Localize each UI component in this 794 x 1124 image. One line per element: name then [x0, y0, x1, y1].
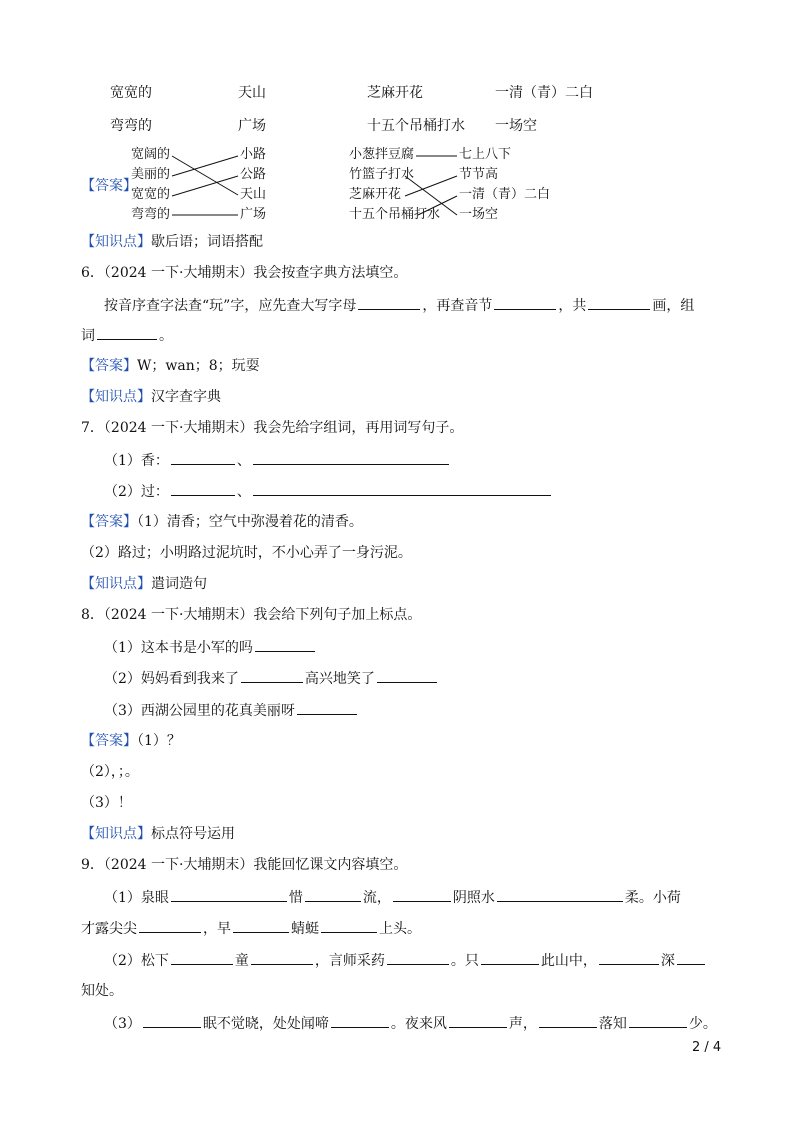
q9-text: 流， — [362, 890, 391, 906]
q7-part2-label: （2）过： — [104, 484, 169, 500]
match-left-b-4: 十五个吊桶打水 — [349, 207, 441, 222]
match-line-a3 — [172, 176, 238, 196]
answer-tag-5: 【答案】 — [81, 178, 137, 194]
q6-answer-text: W；wan；8；玩耍 — [137, 358, 260, 374]
q9-blank[interactable] — [599, 950, 659, 965]
knowledge-tag: 【知识点】 — [81, 234, 151, 250]
q9-blank[interactable] — [481, 950, 539, 965]
q6-text-c: ，共 — [558, 298, 587, 314]
q9-blank[interactable] — [331, 1013, 389, 1028]
match-left-b-2: 竹篮子打水 — [349, 167, 415, 182]
q9-text: 蜻蜓 — [291, 921, 319, 937]
q9-text: 。只 — [450, 953, 479, 969]
q8-answer3: （3）！ — [81, 795, 132, 811]
q6-text-f: 。 — [159, 328, 173, 344]
q8-blank1[interactable] — [255, 637, 315, 652]
q9-blank[interactable] — [171, 950, 233, 965]
q7-part1-label: （1）香： — [104, 453, 169, 469]
q6-heading: 6．（2024 一下·大埔期末）我会按查字典方法填空。 — [81, 265, 408, 281]
q9-blank[interactable] — [321, 918, 377, 933]
q8-knowledge-text: 标点符号运用 — [151, 826, 235, 842]
word-r1c1: 宽宽的 — [110, 85, 152, 101]
knowledge-text: 歇后语；词语搭配 — [151, 234, 263, 250]
word-r2c4: 一场空 — [495, 118, 537, 134]
match-right-a-3: 天山 — [240, 187, 267, 202]
q6-answer — [81, 356, 260, 376]
q9-blank[interactable] — [629, 1013, 687, 1028]
q6-text-d: 画，组 — [652, 298, 695, 314]
q6-line2 — [81, 325, 173, 346]
q7-sep2: 、 — [236, 484, 251, 500]
q6-knowledge — [81, 387, 221, 407]
q9-heading: 9．（2024 一下·大埔期末）我能回忆课文内容填空。 — [81, 857, 408, 873]
q7-part1 — [104, 450, 451, 471]
q9-blank[interactable] — [449, 1013, 507, 1028]
match-left-a-4: 弯弯的 — [131, 207, 171, 222]
q6-text-a: 按音序查字法查“玩”字，应先查大写字母 — [104, 298, 357, 314]
q6-line1 — [104, 295, 694, 316]
match-left-b-3: 芝麻开花 — [349, 187, 402, 202]
q9-blank[interactable] — [497, 887, 623, 902]
q9-text: 声， — [508, 1016, 537, 1032]
q8-answer1 — [81, 731, 181, 751]
word-r1c4: 一清（青）二白 — [495, 85, 593, 101]
word-r2c2: 广场 — [238, 118, 266, 134]
match-left-a-2: 美丽的 — [131, 167, 171, 182]
q7-blank-sentence2[interactable] — [253, 481, 551, 496]
q9-text: （2）松下 — [104, 953, 169, 969]
match-right-a-4: 广场 — [240, 207, 267, 222]
q8-blank2a[interactable] — [241, 668, 303, 683]
q8-part1-text: （1）这本书是小军的吗 — [104, 640, 253, 656]
q8-answer1-text: （1）？ — [137, 733, 181, 749]
q9-blank[interactable] — [233, 918, 289, 933]
q8-part3 — [104, 700, 359, 721]
knowledge-tag: 【知识点】 — [81, 576, 151, 592]
q6-blank-word[interactable] — [97, 325, 157, 340]
q7-blank-word2[interactable] — [171, 481, 235, 496]
q9-blank[interactable] — [539, 1013, 597, 1028]
q9-text: 上头。 — [379, 921, 421, 937]
knowledge-tag: 【知识点】 — [81, 826, 151, 842]
match-right-a-1: 小路 — [240, 147, 267, 162]
match-right-b-1: 七上八下 — [459, 147, 512, 162]
answer-tag: 【答案】 — [81, 514, 137, 530]
word-r1c2: 天山 — [238, 85, 266, 101]
q9-blank[interactable] — [143, 1013, 201, 1028]
match-left-a-3: 宽宽的 — [131, 187, 171, 202]
match-line-b3 — [405, 176, 457, 196]
q9-blank[interactable] — [139, 918, 201, 933]
q9-text: 柔。小荷 — [624, 890, 681, 906]
q7-answer1 — [81, 512, 363, 532]
q9-text: 少。 — [688, 1016, 717, 1032]
q9-text: 惜 — [288, 890, 303, 906]
q9-text: 落知 — [598, 1016, 627, 1032]
q8-part2-text-b: 高兴地笑了 — [304, 671, 375, 687]
q8-part2-text-a: （2）妈妈看到我来了 — [104, 671, 239, 687]
answer-tag: 【答案】 — [81, 358, 137, 374]
q9-text: 才露尖尖 — [81, 921, 137, 937]
q9-line3 — [104, 950, 707, 971]
q9-blank[interactable] — [305, 887, 361, 902]
q6-blank-letter[interactable] — [358, 295, 420, 310]
q7-part2 — [104, 481, 553, 502]
page-number: 2 / 4 — [692, 1040, 722, 1055]
q9-text: ，言师采药 — [314, 953, 385, 969]
q9-text: ，早 — [203, 921, 231, 937]
knowledge-tag: 【知识点】 — [81, 389, 151, 405]
q8-blank3[interactable] — [297, 700, 357, 715]
q9-text: 眠不觉晓，处处闻啼 — [202, 1016, 329, 1032]
q6-text-e: 词 — [81, 328, 95, 344]
word-r2c1: 弯弯的 — [110, 118, 152, 134]
q8-answer2: （2），；。 — [81, 764, 139, 780]
q6-blank-syllable[interactable] — [494, 295, 556, 310]
q9-blank[interactable] — [171, 887, 287, 902]
q9-text: 深 — [660, 953, 675, 969]
match-line-a2 — [172, 156, 238, 176]
q7-blank-sentence1[interactable] — [253, 450, 449, 465]
q9-blank[interactable] — [677, 950, 705, 965]
q7-knowledge-text: 遣词造句 — [151, 576, 207, 592]
match-right-b-2: 节节高 — [459, 167, 499, 182]
q7-answer1-text: （1）清香；空气中弥漫着花的清香。 — [137, 514, 363, 530]
q9-text: 此山中， — [540, 953, 597, 969]
q9-text: 。夜来风 — [390, 1016, 447, 1032]
q9-text: 阴照水 — [452, 890, 495, 906]
match-right-b-3: 一清（青）二白 — [459, 187, 551, 202]
q9-text: 童 — [234, 953, 249, 969]
match-left-b-1: 小葱拌豆腐 — [349, 147, 415, 162]
q7-blank-word1[interactable] — [171, 450, 235, 465]
q8-part1 — [104, 637, 317, 658]
q7-answer2: （2）路过；小明路过泥坑时，不小心弄了一身污泥。 — [81, 545, 412, 561]
q9-line2 — [81, 918, 421, 939]
q9-line5 — [104, 1013, 717, 1034]
answer-tag: 【答案】 — [81, 733, 137, 749]
q6-text-b: ，再查音节 — [422, 298, 493, 314]
match-right-b-4: 一场空 — [459, 207, 499, 222]
q9-blank[interactable] — [393, 887, 451, 902]
q6-blank-strokes[interactable] — [588, 295, 650, 310]
q8-knowledge — [81, 824, 235, 844]
q8-heading: 8．（2024 一下·大埔期末）我会给下列句子加上标点。 — [81, 607, 422, 623]
q9-line1 — [104, 887, 681, 908]
q9-text: （3） — [104, 1016, 141, 1032]
q9-text: （1）泉眼 — [104, 890, 169, 906]
match-left-a-1: 宽阔的 — [131, 147, 171, 162]
match-line-b4 — [418, 196, 457, 215]
q8-part3-text: （3）西湖公园里的花真美丽呀 — [104, 703, 295, 719]
knowledge-point-5 — [81, 232, 263, 252]
match-line-a1 — [172, 156, 238, 195]
q8-part2 — [104, 668, 439, 689]
matching-lines — [0, 0, 794, 240]
q7-knowledge — [81, 574, 207, 594]
q7-sep1: 、 — [236, 453, 251, 469]
word-r1c3: 芝麻开花 — [367, 85, 423, 101]
q9-blank[interactable] — [251, 950, 313, 965]
q7-heading: 7．（2024 一下·大埔期末）我会先给字组词，再用词写句子。 — [81, 420, 464, 436]
q9-line4: 知处。 — [81, 983, 123, 999]
q9-blank[interactable] — [387, 950, 449, 965]
q8-blank2b[interactable] — [377, 668, 437, 683]
q6-knowledge-text: 汉字查字典 — [151, 389, 221, 405]
word-r2c3: 十五个吊桶打水 — [367, 118, 465, 134]
match-right-a-2: 公路 — [240, 167, 267, 182]
